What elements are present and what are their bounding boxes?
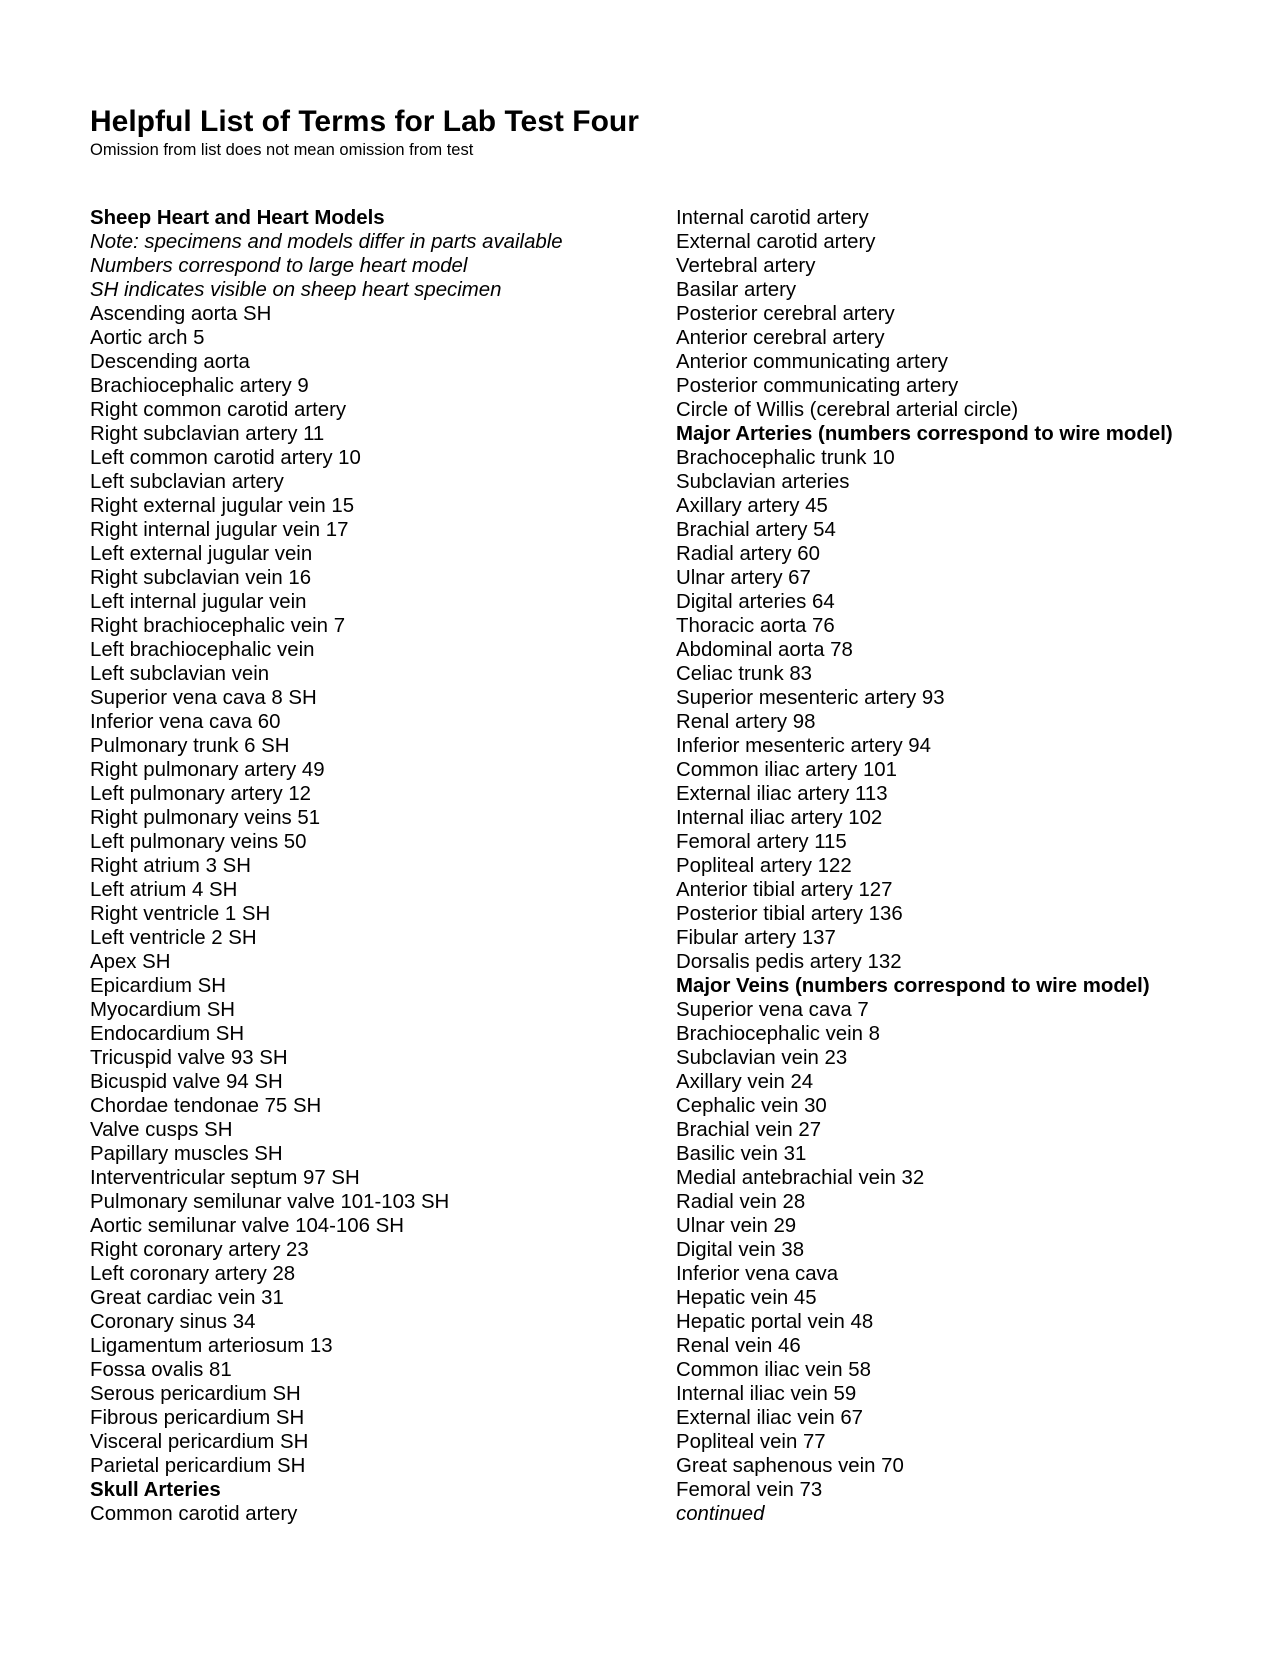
term-item: Internal iliac artery 102	[676, 807, 883, 829]
term-item: Left atrium 4 SH	[90, 879, 238, 901]
term-item: Great saphenous vein 70	[676, 1455, 904, 1477]
section-heading: Major Veins (numbers correspond to wire model)	[676, 975, 1150, 997]
term-item: Inferior mesenteric artery 94	[676, 735, 931, 757]
page-subtitle: Omission from list does not mean omission from test	[90, 141, 474, 159]
term-item: Visceral pericardium SH	[90, 1431, 309, 1453]
term-item: Right pulmonary veins 51	[90, 807, 321, 829]
note-line: continued	[676, 1503, 765, 1525]
term-item: Left coronary artery 28	[90, 1263, 296, 1285]
term-item: Thoracic aorta 76	[676, 615, 835, 637]
term-item: Right subclavian artery 11	[90, 423, 325, 445]
term-item: Ascending aorta SH	[90, 303, 272, 325]
term-item: Hepatic portal vein 48	[676, 1311, 874, 1333]
term-item: Digital vein 38	[676, 1239, 805, 1261]
section-heading: Sheep Heart and Heart Models	[90, 207, 385, 229]
term-item: Posterior tibial artery 136	[676, 903, 903, 925]
term-item: Ulnar vein 29	[676, 1215, 797, 1237]
term-item: Great cardiac vein 31	[90, 1287, 284, 1309]
term-item: Popliteal artery 122	[676, 855, 852, 877]
term-item: Myocardium SH	[90, 999, 236, 1021]
term-item: Femoral vein 73	[676, 1479, 823, 1501]
term-item: Subclavian arteries	[676, 471, 850, 493]
term-item: Brachocephalic trunk 10	[676, 447, 895, 469]
term-item: Celiac trunk 83	[676, 663, 813, 685]
term-item: Right internal jugular vein 17	[90, 519, 349, 541]
terms-column-left	[90, 206, 650, 1526]
term-item: Right common carotid artery	[90, 399, 347, 421]
term-item: Ulnar artery 67	[676, 567, 811, 589]
term-item: Renal vein 46	[676, 1335, 801, 1357]
term-item: Right pulmonary artery 49	[90, 759, 325, 781]
term-item: Vertebral artery	[676, 255, 816, 277]
term-item: Subclavian vein 23	[676, 1047, 848, 1069]
term-item: Interventricular septum 97 SH	[90, 1167, 360, 1189]
term-item: Cephalic vein 30	[676, 1095, 827, 1117]
term-item: Brachial artery 54	[676, 519, 836, 541]
term-item: Brachial vein 27	[676, 1119, 822, 1141]
term-item: Papillary muscles SH	[90, 1143, 283, 1165]
note-line: Note: specimens and models differ in parts available	[90, 231, 563, 253]
term-item: Digital arteries 64	[676, 591, 835, 613]
term-item: Radial vein 28	[676, 1191, 806, 1213]
term-item: Apex SH	[90, 951, 171, 973]
term-item: Anterior tibial artery 127	[676, 879, 893, 901]
term-item: Left ventricle 2 SH	[90, 927, 257, 949]
term-item: Left common carotid artery 10	[90, 447, 361, 469]
term-item: Left external jugular vein	[90, 543, 313, 565]
term-item: Ligamentum arteriosum 13	[90, 1335, 333, 1357]
term-item: Basilar artery	[676, 279, 797, 301]
term-item: Aortic arch 5	[90, 327, 205, 349]
term-item: Hepatic vein 45	[676, 1287, 817, 1309]
term-item: Internal iliac vein 59	[676, 1383, 857, 1405]
term-item: Abdominal aorta 78	[676, 639, 853, 661]
term-item: Pulmonary semilunar valve 101-103 SH	[90, 1191, 450, 1213]
term-item: Fibular artery 137	[676, 927, 836, 949]
note-line: Numbers correspond to large heart model	[90, 255, 468, 277]
term-item: External iliac artery 113	[676, 783, 888, 805]
term-item: Left internal jugular vein	[90, 591, 307, 613]
term-item: Right subclavian vein 16	[90, 567, 312, 589]
term-item: Valve cusps SH	[90, 1119, 233, 1141]
term-item: Medial antebrachial vein 32	[676, 1167, 925, 1189]
term-item: Left subclavian vein	[90, 663, 270, 685]
term-item: Common iliac artery 101	[676, 759, 897, 781]
term-item: Chordae tendonae 75 SH	[90, 1095, 322, 1117]
term-item: Axillary artery 45	[676, 495, 828, 517]
term-item: Basilic vein 31	[676, 1143, 807, 1165]
term-item: Tricuspid valve 93 SH	[90, 1047, 288, 1069]
term-item: Right brachiocephalic vein 7	[90, 615, 346, 637]
term-item: External iliac vein 67	[676, 1407, 864, 1429]
term-item: Dorsalis pedis artery 132	[676, 951, 902, 973]
term-item: Aortic semilunar valve 104-106 SH	[90, 1215, 404, 1237]
term-item: Fossa ovalis 81	[90, 1359, 232, 1381]
term-item: Radial artery 60	[676, 543, 820, 565]
term-item: Popliteal vein 77	[676, 1431, 826, 1453]
term-item: Serous pericardium SH	[90, 1383, 301, 1405]
term-item: Left pulmonary veins 50	[90, 831, 307, 853]
section-heading: Major Arteries (numbers correspond to wire model)	[676, 423, 1173, 445]
term-item: Anterior cerebral artery	[676, 327, 885, 349]
term-item: Fibrous pericardium SH	[90, 1407, 305, 1429]
term-item: Left pulmonary artery 12	[90, 783, 312, 805]
term-item: Right external jugular vein 15	[90, 495, 355, 517]
term-item: Right atrium 3 SH	[90, 855, 251, 877]
term-item: Renal artery 98	[676, 711, 816, 733]
page-title: Helpful List of Terms for Lab Test Four	[90, 105, 639, 138]
term-item: Inferior vena cava 60	[90, 711, 281, 733]
term-item: Common iliac vein 58	[676, 1359, 871, 1381]
term-item: Epicardium SH	[90, 975, 226, 997]
term-item: External carotid artery	[676, 231, 876, 253]
term-item: Left subclavian artery	[90, 471, 284, 493]
term-item: Common carotid artery	[90, 1503, 298, 1525]
note-line: SH indicates visible on sheep heart specimen	[90, 279, 502, 301]
term-item: Coronary sinus 34	[90, 1311, 256, 1333]
term-item: Inferior vena cava	[676, 1263, 839, 1285]
term-item: Endocardium SH	[90, 1023, 245, 1045]
term-item: Right coronary artery 23	[90, 1239, 309, 1261]
term-item: Axillary vein 24	[676, 1071, 814, 1093]
term-item: Bicuspid valve 94 SH	[90, 1071, 283, 1093]
terms-column-right	[676, 206, 1236, 1526]
term-item: Femoral artery 115	[676, 831, 847, 853]
term-item: Posterior communicating artery	[676, 375, 959, 397]
term-item: Left brachiocephalic vein	[90, 639, 315, 661]
term-item: Pulmonary trunk 6 SH	[90, 735, 290, 757]
term-item: Posterior cerebral artery	[676, 303, 895, 325]
term-item: Right ventricle 1 SH	[90, 903, 271, 925]
term-item: Internal carotid artery	[676, 207, 869, 229]
term-item: Parietal pericardium SH	[90, 1455, 306, 1477]
term-item: Descending aorta	[90, 351, 250, 373]
term-item: Superior vena cava 7	[676, 999, 869, 1021]
term-item: Circle of Willis (cerebral arterial circle)	[676, 399, 1019, 421]
term-item: Brachiocephalic artery 9	[90, 375, 309, 397]
term-item: Anterior communicating artery	[676, 351, 948, 373]
section-heading: Skull Arteries	[90, 1479, 221, 1501]
term-item: Superior vena cava 8 SH	[90, 687, 317, 709]
term-item: Superior mesenteric artery 93	[676, 687, 945, 709]
term-item: Brachiocephalic vein 8	[676, 1023, 881, 1045]
